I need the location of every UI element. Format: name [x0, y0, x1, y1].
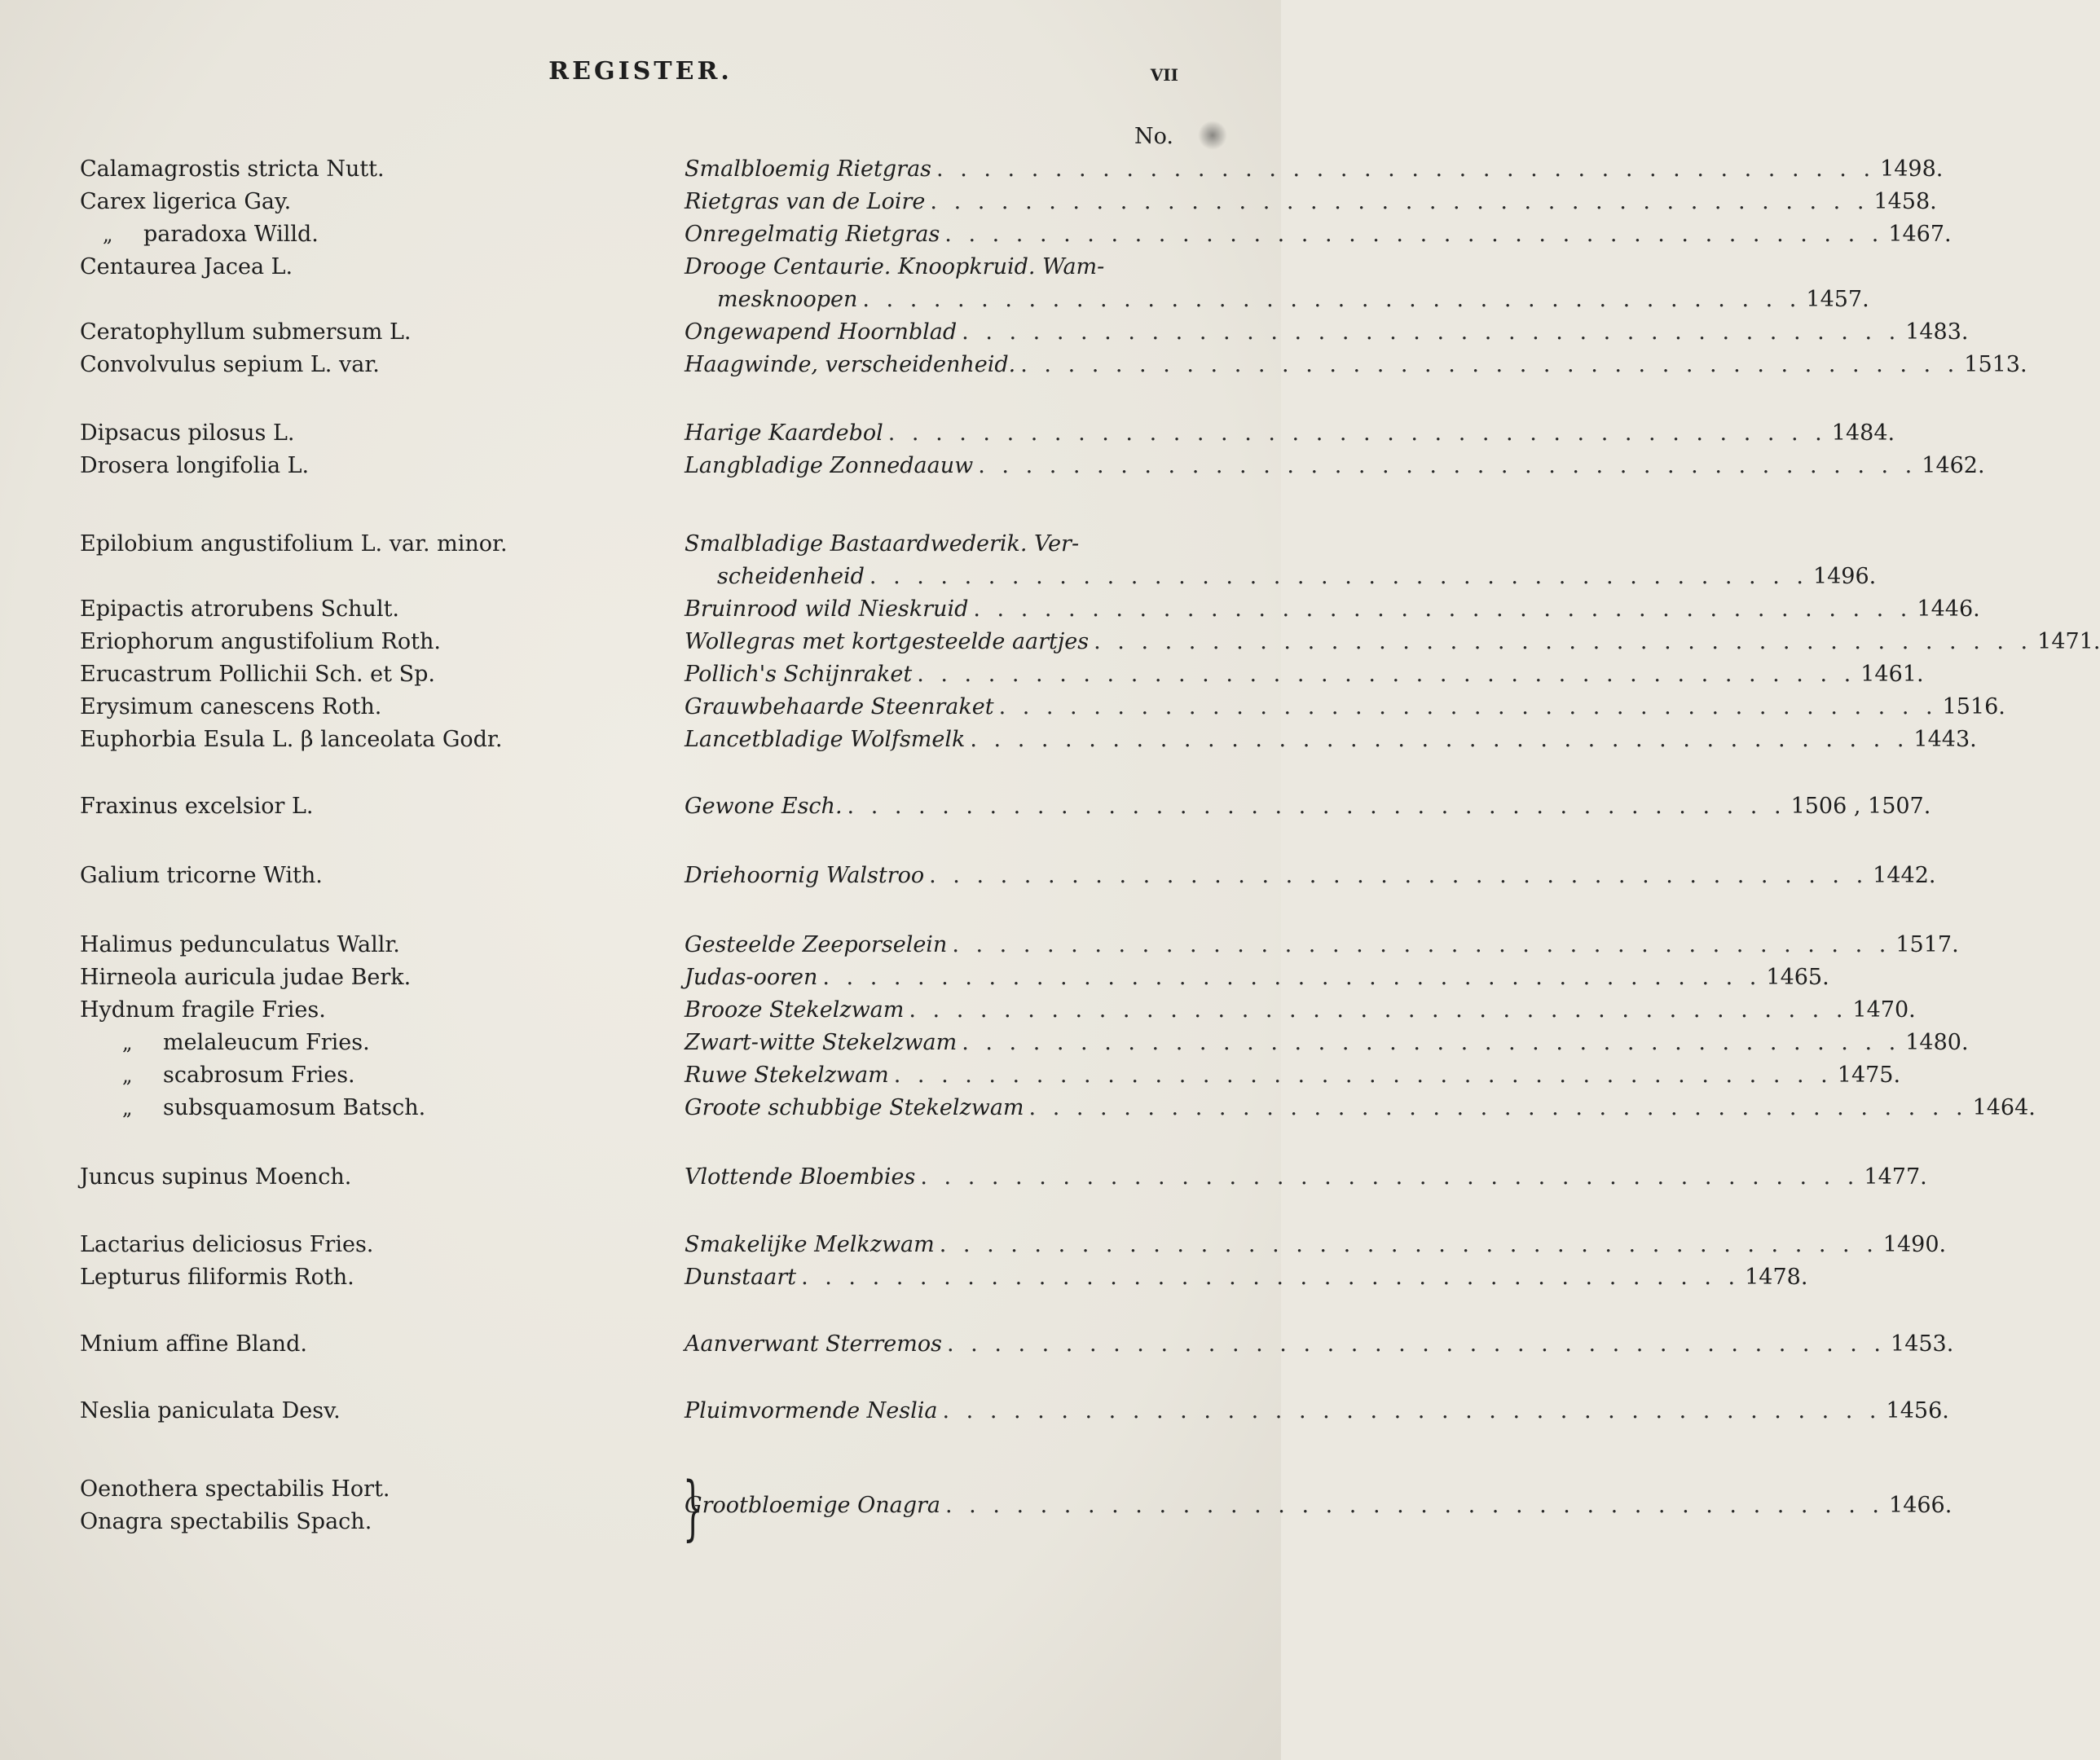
entry-number: 1470.: [1852, 997, 1916, 1023]
latin-name-text: Calamagrostis stricta Nutt.: [80, 156, 385, 182]
dutch-name-text: Ongewapend Hoornblad: [685, 319, 958, 345]
latin-name-text: Lactarius deliciosus Fries.: [80, 1232, 374, 1257]
latin-name: [80, 929, 667, 961]
leader-dots: . . . . . . . . . . . . . . . . . . . . . . . . . . . . . . . . . . . . . . . .: [887, 420, 1827, 446]
latin-name-text: Ceratophyllum submersum L.: [80, 319, 412, 345]
entry-number: 1467.: [1888, 222, 1952, 247]
entry-number: 1471.: [2037, 629, 2100, 654]
entry-number: 1462.: [1922, 453, 1985, 478]
dutch-name-text: Smakelijke Melkzwam: [685, 1232, 935, 1257]
entry-number: 1480.: [1905, 1030, 1969, 1055]
latin-name: [80, 186, 667, 218]
latin-name-text: Halimus pedunculatus Wallr.: [80, 932, 400, 957]
dutch-name: [685, 626, 2100, 658]
ditto-mark: „: [122, 1097, 133, 1120]
entry-number: 1498.: [1880, 156, 1944, 182]
latin-name: [80, 691, 667, 724]
leader-dots: . . . . . . . . . . . . . . . . . . . . . . . . . . . . . . . . . . . . . . . .: [936, 156, 1876, 182]
entry-number: 1483.: [1905, 319, 1969, 345]
dutch-name: [685, 658, 1924, 691]
dutch-name: [685, 528, 1877, 593]
entry-number: 1442.: [1873, 863, 1936, 888]
leader-dots: . . . . . . . . . . . . . . . . . . . . . . . . . . . . . . . . . . . . . . . .: [962, 1030, 1901, 1055]
ditto-mark: „: [122, 1064, 133, 1087]
dutch-name-text: Aanverwant Sterremos: [685, 1331, 942, 1357]
leader-dots: . . . . . . . . . . . . . . . . . . . . . . . . . . . . . . . . . . . . . . . .: [847, 794, 1786, 819]
latin-name-text: Lepturus filiformis Roth.: [80, 1265, 354, 1290]
entry-number: 1496.: [1812, 564, 1877, 589]
latin-name-text: melaleucum Fries.: [163, 1030, 370, 1055]
dutch-name: [685, 994, 1916, 1027]
latin-name-text: paradoxa Willd.: [143, 222, 319, 247]
leader-dots: . . . . . . . . . . . . . . . . . . . . . . . . . . . . . . . . . . . . . . . .: [939, 1232, 1878, 1257]
latin-name: [80, 251, 667, 284]
latin-name: [80, 153, 667, 186]
latin-name: [80, 626, 667, 658]
latin-name-text: Euphorbia Esula L. β lanceolata Godr.: [80, 727, 503, 752]
dutch-name: [685, 153, 1944, 186]
dutch-name-text: Smalbloemig Rietgras: [685, 156, 932, 182]
dutch-name: [685, 724, 1977, 756]
dutch-name-text: Rietgras van de Loire: [685, 189, 926, 214]
latin-name-text: Epilobium angustifolium L. var. minor.: [80, 531, 508, 557]
dutch-name: [685, 929, 1959, 961]
latin-name-text: Onagra spectabilis Spach.: [80, 1509, 372, 1534]
dutch-name-text: Bruinrood wild Nieskruid: [685, 596, 969, 622]
leader-dots: . . . . . . . . . . . . . . . . . . . . . . . . . . . . . . . . . . . . . . . .: [893, 1063, 1833, 1088]
latin-name-text: Convolvulus sepium L. var.: [80, 352, 380, 377]
ditto-mark: „: [103, 223, 113, 246]
leader-dots: . . . . . . . . . . . . . . . . . . . . . . . . . . . . . . . . . . . . . . . .: [973, 596, 1913, 622]
dutch-name: [685, 186, 1937, 218]
latin-name: [80, 316, 667, 349]
dutch-name: [685, 1229, 1947, 1261]
entry-number: 1458.: [1873, 189, 1937, 214]
dutch-name-text: Vlottende Bloembies: [685, 1164, 916, 1190]
dutch-name: [685, 1092, 2036, 1124]
entry-number: 1517.: [1895, 932, 1959, 957]
entry-number: 1453.: [1891, 1331, 1954, 1357]
leader-dots: . . . . . . . . . . . . . . . . . . . . . . . . . . . . . . . . . . . . . . . .: [930, 189, 1869, 214]
latin-name: [80, 994, 667, 1027]
leader-dots: . . . . . . . . . . . . . . . . . . . . . . . . . . . . . . . . . . . . . . . .: [944, 1493, 1885, 1518]
dutch-name-text: Haagwinde, verscheidenheid.: [685, 352, 1016, 377]
entry-number: 1484.: [1831, 420, 1895, 446]
leader-dots: . . . . . . . . . . . . . . . . . . . . . . . . . . . . . . . . . . . . . . . .: [978, 453, 1917, 478]
leader-dots: . . . . . . . . . . . . . . . . . . . . . . . . . . . . . . . . . . . . . . . .: [869, 564, 1808, 589]
entry-number: 1456.: [1886, 1398, 1949, 1423]
entry-number: 1464.: [1972, 1095, 2036, 1120]
latin-name-text: Galium tricorne With.: [80, 863, 323, 888]
page-title: REGISTER.: [548, 57, 733, 86]
dutch-name: [685, 790, 1931, 823]
page-number: VII: [1150, 65, 1178, 85]
dutch-name: [685, 1261, 1808, 1294]
latin-name-text: Mnium affine Bland.: [80, 1331, 307, 1357]
leader-dots: . . . . . . . . . . . . . . . . . . . . . . . . . . . . . . . . . . . . . . . .: [917, 662, 1856, 687]
leader-dots: . . . . . . . . . . . . . . . . . . . . . . . . . . . . . . . . . . . . . . . .: [920, 1164, 1860, 1190]
dutch-name-text: Pollich's Schijnraket: [685, 662, 913, 687]
dutch-name: [685, 1027, 1969, 1059]
leader-dots: . . . . . . . . . . . . . . . . . . . . . . . . . . . . . . . . . . . . . . . .: [929, 863, 1869, 888]
latin-name: [80, 1229, 667, 1261]
entry-number: 1513.: [1964, 352, 2027, 377]
dutch-name: [685, 593, 1980, 626]
dutch-name-text: Groote schubbige Stekelzwam: [685, 1095, 1024, 1120]
latin-name: [80, 790, 667, 823]
number-column-label: No.: [1134, 124, 1173, 149]
entry-number: 1477.: [1864, 1164, 1927, 1190]
latin-name: [80, 860, 667, 892]
latin-name: [122, 1059, 709, 1092]
dutch-name: [685, 349, 2027, 381]
latin-name: [103, 218, 689, 251]
entry-number: 1457.: [1806, 287, 1869, 312]
dutch-name: [685, 961, 1829, 994]
dutch-name: [685, 1328, 1954, 1361]
dutch-name: [685, 1489, 1953, 1522]
entry-number: 1516.: [1942, 694, 2005, 719]
latin-name: [80, 1328, 667, 1361]
dutch-name-text: Driehoornig Walstroo: [685, 863, 925, 888]
dutch-name: [685, 450, 1985, 482]
dutch-name: [685, 1059, 1901, 1092]
entry-number: 1461.: [1860, 662, 1924, 687]
dutch-name-text: Wollegras met kortgesteelde aartjes: [685, 629, 1090, 654]
dutch-name: [685, 860, 1936, 892]
dutch-name-text: scheidenheid: [717, 564, 865, 589]
latin-name-text: scabrosum Fries.: [163, 1063, 355, 1088]
latin-name-text: Eriophorum angustifolium Roth.: [80, 629, 441, 654]
leader-dots: . . . . . . . . . . . . . . . . . . . . . . . . . . . . . . . . . . . . . . . .: [862, 287, 1802, 312]
dutch-name-text: Dunstaart: [685, 1265, 797, 1290]
dutch-name-text: Onregelmatig Rietgras: [685, 222, 940, 247]
latin-name-text: Hirneola auricula judae Berk.: [80, 965, 412, 990]
dutch-name-text: Brooze Stekelzwam: [685, 997, 905, 1023]
latin-name-text: Epipactis atrorubens Schult.: [80, 596, 400, 622]
latin-name-text: Erysimum canescens Roth.: [80, 694, 382, 719]
entry-number: 1465.: [1766, 965, 1829, 990]
dutch-name: [685, 251, 1869, 316]
latin-name-text: Centaurea Jacea L.: [80, 254, 293, 279]
leader-dots: . . . . . . . . . . . . . . . . . . . . . . . . . . . . . . . . . . . . . . . .: [952, 932, 1891, 957]
leader-dots: . . . . . . . . . . . . . . . . . . . . . . . . . . . . . . . . . . . . . . . .: [942, 1398, 1882, 1423]
dutch-name-text: Judas-ooren: [685, 965, 818, 990]
latin-name: [80, 658, 667, 691]
dutch-name-text: Gewone Esch.: [685, 794, 843, 819]
dutch-name: [685, 691, 2005, 724]
dutch-name: [685, 1161, 1927, 1194]
brace-icon: }: [683, 1467, 703, 1549]
latin-name-text: subsquamosum Batsch.: [163, 1095, 426, 1120]
latin-name: [80, 1161, 667, 1194]
leader-dots: . . . . . . . . . . . . . . . . . . . . . . . . . . . . . . . . . . . . . . . .: [909, 997, 1848, 1023]
entry-number: 1466.: [1889, 1493, 1953, 1518]
entry-number: 1506 , 1507.: [1790, 794, 1931, 819]
latin-name: [80, 724, 667, 756]
dutch-name-text: Langbladige Zonnedaauw: [685, 453, 974, 478]
leader-dots: . . . . . . . . . . . . . . . . . . . . . . . . . . . . . . . . . . . . . . . .: [998, 694, 1938, 719]
dutch-name: [685, 1395, 1949, 1428]
dutch-name-text: Smalbladige Bastaardwederik. Ver-: [685, 531, 1080, 557]
latin-name-text: Oenothera spectabilis Hort.: [80, 1476, 390, 1502]
leader-dots: . . . . . . . . . . . . . . . . . . . . . . . . . . . . . . . . . . . . . . . .: [1094, 629, 2033, 654]
leader-dots: . . . . . . . . . . . . . . . . . . . . . . . . . . . . . . . . . . . . . . . .: [946, 1331, 1886, 1357]
latin-name-text: Dipsacus pilosus L.: [80, 420, 295, 446]
leader-dots: . . . . . . . . . . . . . . . . . . . . . . . . . . . . . . . . . . . . . . . .: [822, 965, 1762, 990]
dutch-name-text: Ruwe Stekelzwam: [685, 1063, 889, 1088]
dutch-name-text: Zwart-witte Stekelzwam: [685, 1030, 958, 1055]
leader-dots: . . . . . . . . . . . . . . . . . . . . . . . . . . . . . . . . . . . . . . . .: [1028, 1095, 1968, 1120]
leader-dots: . . . . . . . . . . . . . . . . . . . . . . . . . . . . . . . . . . . . . . . .: [801, 1265, 1741, 1290]
dutch-name-text: Lancetbladige Wolfsmelk: [685, 727, 966, 752]
latin-name-text: Erucastrum Pollichii Sch. et Sp.: [80, 662, 435, 687]
entry-number: 1490.: [1882, 1232, 1947, 1257]
latin-name: [122, 1092, 709, 1124]
dutch-name-text: Grauwbehaarde Steenraket: [685, 694, 994, 719]
latin-name-text: Fraxinus excelsior L.: [80, 794, 314, 819]
stain-spot: [1198, 121, 1227, 150]
latin-name: [80, 593, 667, 626]
latin-name-text: Neslia paniculata Desv.: [80, 1398, 341, 1423]
dutch-name-text: Harige Kaardebol: [685, 420, 883, 446]
dutch-name-text: Pluimvormende Neslia: [685, 1398, 938, 1423]
entry-number: 1443.: [1913, 727, 1977, 752]
latin-name: [80, 1395, 667, 1428]
leader-dots: . . . . . . . . . . . . . . . . . . . . . . . . . . . . . . . . . . . . . . . .: [944, 222, 1884, 247]
leader-dots: . . . . . . . . . . . . . . . . . . . . . . . . . . . . . . . . . . . . . . . .: [962, 319, 1901, 345]
latin-name: [80, 1473, 667, 1538]
ditto-mark: „: [122, 1032, 133, 1054]
latin-name-text: Juncus supinus Moench.: [80, 1164, 352, 1190]
latin-name: [80, 417, 667, 450]
dutch-name-text: Grootbloemige Onagra: [685, 1493, 940, 1518]
latin-name-text: Drosera longifolia L.: [80, 453, 310, 478]
entry-number: 1475.: [1837, 1063, 1901, 1088]
leader-dots: . . . . . . . . . . . . . . . . . . . . . . . . . . . . . . . . . . . . . . . .: [970, 727, 1909, 752]
latin-name: [80, 1261, 667, 1294]
latin-name: [80, 349, 667, 381]
entry-number: 1478.: [1745, 1265, 1808, 1290]
latin-name: [80, 961, 667, 994]
entry-number: 1446.: [1917, 596, 1980, 622]
leader-dots: . . . . . . . . . . . . . . . . . . . . . . . . . . . . . . . . . . . . . . . .: [1020, 352, 1960, 377]
latin-name-text: Carex ligerica Gay.: [80, 189, 292, 214]
latin-name: [80, 528, 667, 561]
latin-name: [122, 1027, 709, 1059]
dutch-name: [685, 218, 1952, 251]
dutch-name: [685, 316, 1969, 349]
latin-name: [80, 450, 667, 482]
dutch-name: [685, 417, 1895, 450]
dutch-name-text: Gesteelde Zeeporselein: [685, 932, 948, 957]
dutch-name-text: mesknoopen: [717, 287, 858, 312]
dutch-name-text: Drooge Centaurie. Knoopkruid. Wam-: [685, 254, 1105, 279]
latin-name-text: Hydnum fragile Fries.: [80, 997, 326, 1023]
